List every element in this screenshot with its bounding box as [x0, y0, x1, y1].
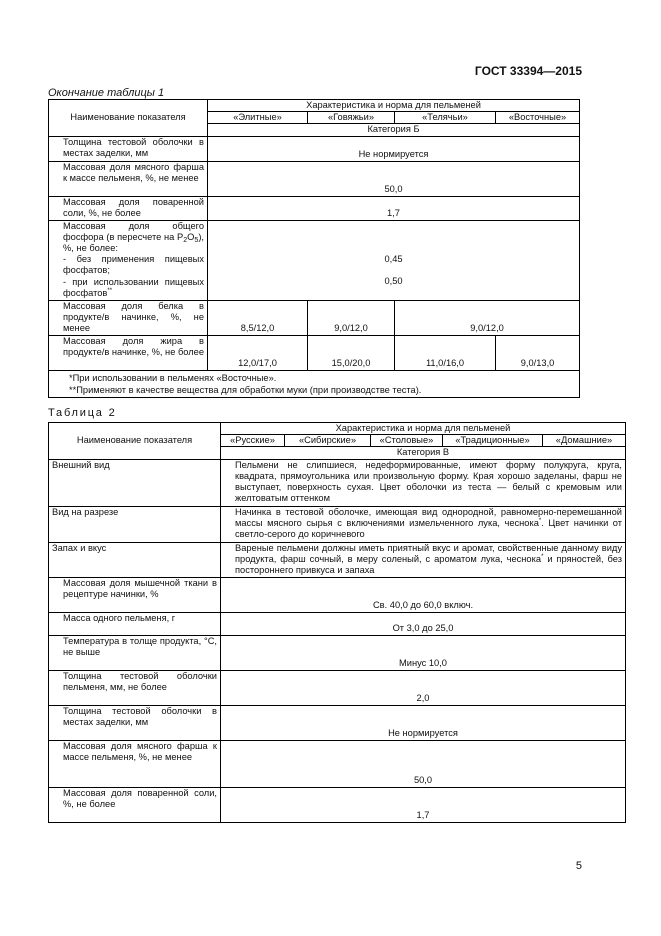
- table1-category: Категория Б: [208, 124, 580, 136]
- table1-row-name: Массовая доля белка в продукте/в начинке, %, не менее: [49, 300, 208, 335]
- table2-row-value: 1,7: [221, 787, 626, 822]
- table2-row-name: Масса одного пельменя, г: [49, 612, 221, 635]
- table1-variety: «Телячьи»: [395, 112, 496, 124]
- table2-row-value: Пельмени не слипшиеся, недеформированные, имеют форму полукруга, круга, квадрата, прямоугольника или произвольную форму. Края хорошо заделаны, фарш не выступает, поверхность сухая. Цвет оболочки из теста — белый с кремовым или желтоватым оттенком: [221, 459, 626, 506]
- table2-row-value: От 3,0 до 25,0: [221, 612, 626, 635]
- table2-category: Категория В: [221, 447, 626, 459]
- page-number: 5: [575, 860, 582, 872]
- table2-row-name: Толщина тестовой оболочки пельменя, мм, не более: [49, 670, 221, 705]
- table2-variety: «Столовые»: [371, 435, 443, 447]
- table2-row-name: Массовая доля мясного фарша к массе пельменя, %, не менее: [49, 740, 221, 787]
- table1-variety: «Восточные»: [496, 112, 580, 124]
- table2-row-value: 2,0: [221, 670, 626, 705]
- table2-row-value: 50,0: [221, 740, 626, 787]
- table2-row-name: Температура в толще продукта, °С, не выше: [49, 635, 221, 670]
- table1-row-value: Не нормируется: [208, 136, 580, 161]
- table1-cell: 9,0/12,0: [308, 300, 395, 335]
- table2-row-name: Толщина тестовой оболочки в местах заделки, мм: [49, 705, 221, 740]
- table1-row-value: 1,7: [208, 196, 580, 220]
- table1-phosphorus-values: [208, 220, 580, 300]
- table1-caption: Окончание таблицы 1: [48, 87, 165, 99]
- table2-row-name: Вид на разрезе: [49, 506, 221, 542]
- table2-row-value: Начинка в тестовой оболочке, имеющая вид однородной, равномерно-перемешанной массы мясного сырья с включениями измельченного лука, чеснока*. Цвет начинки от светло-серого до коричневого: [221, 506, 626, 542]
- table2-row-name: Массовая доля поваренной соли, %, не более: [49, 787, 221, 822]
- table1-cell: 11,0/16,0: [395, 335, 496, 370]
- table1-row-name: Толщина тестовой оболочки в местах заделки, мм: [49, 136, 208, 161]
- table1-cell: 15,0/20,0: [308, 335, 395, 370]
- table1-cell: 8,5/12,0: [208, 300, 308, 335]
- table2-row-name: Запах и вкус: [49, 542, 221, 577]
- table2-variety: «Традиционные»: [443, 435, 543, 447]
- table1-row-name: Массовая доля поваренной соли, %, не более: [49, 196, 208, 220]
- table1-phosphorus-name: Массовая доля общего фосфора (в пересчете на $P_2O_5$), %, не более: - без применения пищевых фосфатов; - при использовании пищевых фосфатов**: [49, 220, 208, 300]
- table2-row-name: Внешний вид: [49, 459, 221, 506]
- table1: [48, 99, 580, 398]
- table2-row-value: Не нормируется: [221, 705, 626, 740]
- table2-group-header: Характеристика и норма для пельменей: [221, 423, 626, 435]
- table2: [48, 422, 626, 823]
- standard-designation: ГОСТ 33394—2015: [474, 64, 582, 78]
- table1-cell: 12,0/17,0: [208, 335, 308, 370]
- table1-cell: 9,0/12,0: [395, 300, 580, 335]
- footnote: *При использовании в пельменях «Восточные».: [69, 372, 277, 383]
- table2-variety: «Домашние»: [543, 435, 626, 447]
- footnote: **Применяют в качестве вещества для обработки муки (при производстве теста).: [69, 384, 422, 395]
- table1-row-value: 50,0: [208, 161, 580, 196]
- table2-col-name: Наименование показателя: [49, 423, 221, 460]
- table1-variety: «Говяжьи»: [308, 112, 395, 124]
- table2-row-name: Массовая доля мышечной ткани в рецептуре начинки, %: [49, 577, 221, 612]
- table2-row-value: Минус 10,0: [221, 635, 626, 670]
- table2-caption: Таблица 2: [48, 407, 117, 419]
- table2-variety: «Сибирские»: [285, 435, 371, 447]
- table1-group-header: Характеристика и норма для пельменей: [208, 100, 580, 112]
- table2-row-value: Св. 40,0 до 60,0 включ.: [221, 577, 626, 612]
- table2-row-value: Вареные пельмени должны иметь приятный вкус и аромат, свойственные данному виду продукта, фарш сочный, в меру соленый, с ароматом лука, чеснока* и пряностей, без постороннего привкуса и запаха: [221, 542, 626, 577]
- table1-footnotes: [49, 370, 580, 397]
- table1-variety: «Элитные»: [208, 112, 308, 124]
- phosphorus-value-1: 0,45: [384, 253, 403, 264]
- table2-variety: «Русские»: [221, 435, 285, 447]
- table1-row-name: Массовая доля мясного фарша к массе пельменя, %, не менее: [49, 161, 208, 196]
- table1-col-name: Наименование показателя: [49, 100, 208, 137]
- table1-cell: 9,0/13,0: [496, 335, 580, 370]
- phosphorus-value-2: 0,50: [384, 275, 403, 286]
- table1-row-name: Массовая доля жира в продукте/в начинке, %, не более: [49, 335, 208, 370]
